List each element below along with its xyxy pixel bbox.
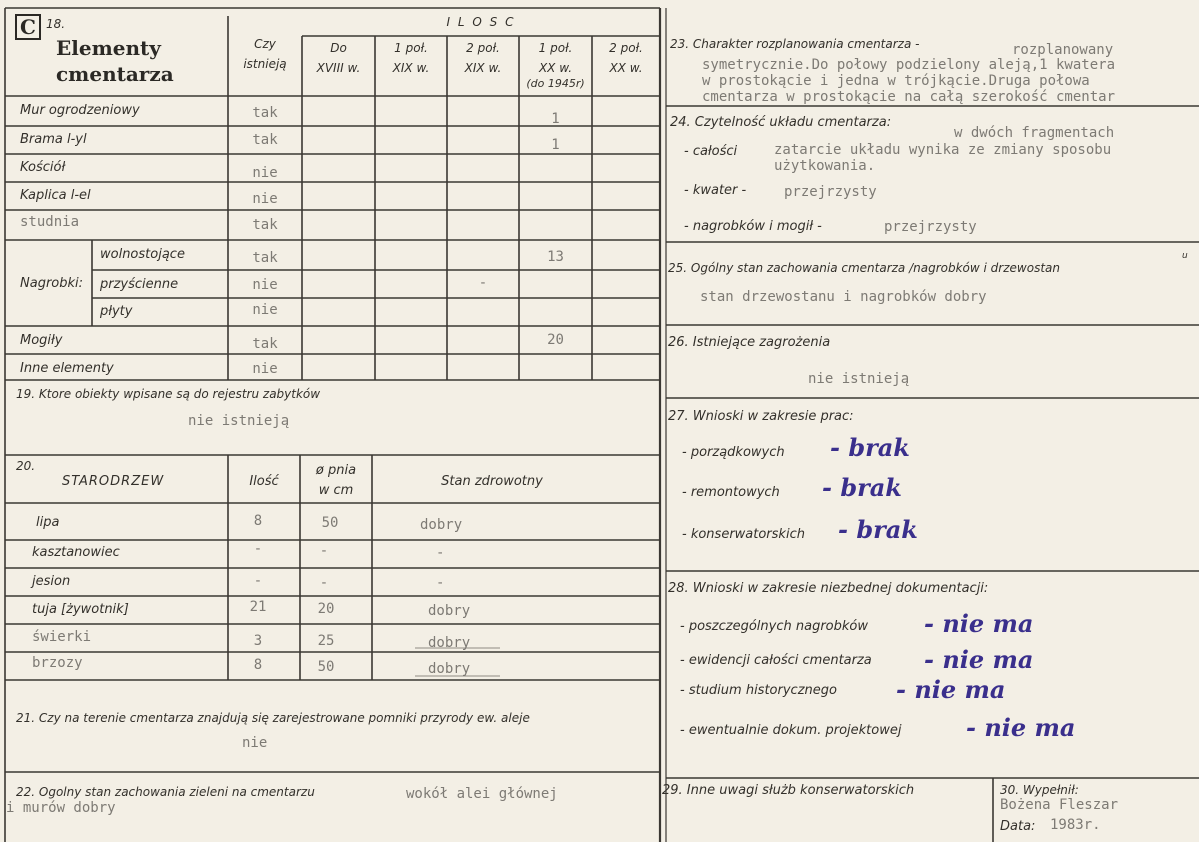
tree-qty: 8 (253, 657, 263, 673)
s28-item-answer: - nie ma (966, 713, 1076, 742)
s26-answer: nie istnieją (808, 371, 910, 387)
s27-label: 27. Wnioski w zakresie prac: (668, 409, 854, 424)
tree-name: brzozy (32, 655, 83, 671)
tree-name: lipa (36, 515, 60, 530)
s20-col-name: STARODRZEW (62, 474, 165, 489)
s22-answer-2: i murów dobry (6, 800, 116, 816)
s30-date: 1983r. (1050, 817, 1101, 833)
s29-label: 29. Inne uwagi służb konserwatorskich (662, 783, 915, 798)
s23-line: cmentarza w prostokącie na całą szerokość cmentar (702, 89, 1116, 105)
s30-date-label: Data: (1000, 819, 1036, 834)
s25-label: 25. Ogólny stan zachowania cmentarza /nagrobków i drzewostan (668, 261, 1060, 275)
header-czy: Czy (254, 37, 276, 51)
element-label: wolnostojące (100, 247, 185, 262)
tree-qty: - (253, 573, 263, 589)
element-label: płyty (100, 304, 133, 319)
s24-nagrobkow-label: - nagrobków i mogił - (684, 219, 822, 234)
s23-line: symetrycznie.Do połowy podzielony aleją,1 kwatera (702, 57, 1116, 73)
header-ilosc: I L O S C (446, 15, 516, 29)
s24-calosci-label: - całości (684, 144, 738, 159)
col-header-line1: 1 poł. (538, 41, 573, 55)
tree-qty: 21 (249, 599, 267, 615)
col-header-line2: XIX w. (392, 61, 430, 75)
s22-label: 22. Ogolny stan zachowania zieleni na cmentarzu (16, 785, 315, 799)
tree-qty: 8 (253, 513, 263, 529)
s28-item-answer: - nie ma (896, 675, 1006, 704)
section-letter-box: C (15, 14, 41, 40)
s21-answer: nie (242, 735, 268, 751)
s24-nagrobkow-answer: przejrzysty (884, 219, 977, 235)
col-header-line2: XX w. (538, 61, 573, 75)
element-exists: tak (252, 105, 278, 121)
tree-diam: 25 (317, 633, 335, 649)
element-label: studnia (20, 214, 80, 230)
element-exists: nie (252, 302, 278, 318)
element-exists: nie (252, 277, 278, 293)
element-label: Brama l-yl (20, 132, 87, 147)
s21-label: 21. Czy na terenie cmentarza znajdują się zarejestrowane pomniki przyrody ew. aleje (16, 711, 530, 725)
s27-item-answer: - brak (830, 433, 910, 462)
element-exists: tak (252, 217, 278, 233)
element-exists: tak (252, 336, 278, 352)
header-istnieja: istnieją (243, 57, 287, 71)
col-header-line3: (do 1945r) (526, 77, 585, 90)
tree-name: świerki (32, 629, 92, 645)
s20-number: 20. (16, 459, 36, 473)
element-exists: tak (252, 132, 278, 148)
s30-name: Bożena Fleszar (1000, 797, 1119, 813)
tree-name: jesion (32, 574, 71, 589)
col-header-line1: 2 poł. (609, 41, 643, 55)
element-exists: nie (252, 361, 278, 377)
s20-col-diam-2: w cm (318, 483, 354, 498)
tree-state: - (436, 575, 445, 591)
s28-item-answer: - nie ma (924, 609, 1034, 638)
section-title-line1: Elementy (56, 36, 161, 60)
element-label: przyścienne (100, 277, 179, 292)
col-header-line2: XVIII w. (316, 61, 361, 75)
tree-diam: - (319, 543, 329, 559)
col-header-line1: 1 poł. (394, 41, 428, 55)
s19-answer: nie istnieją (188, 413, 290, 429)
element-label: Kaplica l-el (20, 188, 91, 203)
element-label: Inne elementy (20, 361, 114, 376)
s24-answer-1: w dwóch fragmentach (954, 125, 1115, 141)
element-qty: - (478, 275, 488, 291)
col-header-line1: Do (330, 41, 347, 55)
element-label: Mogiły (20, 333, 63, 348)
tree-diam: 20 (317, 601, 335, 617)
element-qty: 1 (551, 111, 560, 127)
element-qty: 13 (547, 249, 564, 265)
s27-item-answer: - brak (822, 473, 902, 502)
tree-state: - (436, 545, 445, 561)
tree-state: dobry (428, 603, 471, 619)
tree-state: dobry (428, 635, 471, 651)
s24-label: 24. Czytelność układu cmentarza: (670, 115, 892, 130)
tree-diam: 50 (321, 515, 339, 531)
tree-name: tuja [żywotnik] (32, 602, 129, 617)
s28-label: 28. Wnioski w zakresie niezbednej dokumentacji: (668, 581, 989, 596)
s28-item-label: - ewidencji całości cmentarza (680, 653, 872, 668)
s24-answer-3: użytkowania. (774, 158, 876, 174)
s23-line: rozplanowany (1012, 42, 1114, 58)
s28-item-label: - studium historycznego (680, 683, 837, 698)
s19-label: 19. Ktore obiekty wpisane są do rejestru zabytków (16, 387, 321, 401)
s25-mark: u (1182, 251, 1188, 261)
tree-state: dobry (428, 661, 471, 677)
element-qty: 20 (547, 332, 564, 348)
s20-col-state: Stan zdrowotny (441, 474, 543, 489)
element-exists: nie (252, 191, 278, 207)
s20-col-diam-1: ø pnia (315, 463, 357, 478)
col-header-line1: 2 poł. (466, 41, 500, 55)
tree-state: dobry (420, 517, 463, 533)
section-title-line2: cmentarza (56, 62, 174, 86)
tree-diam: - (319, 575, 329, 591)
s24-kwater-label: - kwater - (684, 183, 747, 198)
s24-kwater-answer: przejrzysty (784, 184, 877, 200)
s27-item-label: - konserwatorskich (682, 527, 805, 542)
s26-label: 26. Istniejące zagrożenia (668, 335, 831, 350)
s28-item-label: - ewentualnie dokum. projektowej (680, 723, 902, 738)
s20-col-qty: Ilość (249, 474, 279, 489)
s28-item-answer: - nie ma (924, 645, 1034, 674)
element-exists: nie (252, 165, 278, 181)
s27-item-label: - remontowych (682, 485, 780, 500)
section-number: 18. (46, 17, 66, 31)
s23-line: w prostokącie i jedna w trójkącie.Druga połowa (702, 73, 1090, 89)
element-label: Kościół (20, 160, 66, 175)
nagrobki-group-label: Nagrobki: (20, 276, 84, 291)
s30-label: 30. Wypełnił: (1000, 783, 1079, 797)
s28-item-label: - poszczególnych nagrobków (680, 619, 868, 634)
col-header-line2: XIX w. (464, 61, 502, 75)
col-header-line2: XX w. (609, 61, 643, 75)
tree-name: kasztanowiec (32, 545, 120, 560)
element-qty: 1 (551, 137, 560, 153)
element-label: Mur ogrodzeniowy (20, 103, 140, 118)
tree-qty: 3 (253, 633, 263, 649)
s25-answer: stan drzewostanu i nagrobków dobry (700, 289, 987, 305)
s22-answer-1: wokół alei głównej (406, 786, 558, 802)
s24-answer-2: zatarcie układu wynika ze zmiany sposobu (774, 142, 1112, 158)
tree-diam: 50 (317, 659, 335, 675)
s27-item-label: - porządkowych (682, 445, 785, 460)
tree-qty: - (253, 541, 263, 557)
s27-item-answer: - brak (838, 515, 918, 544)
element-exists: tak (252, 250, 278, 266)
s23-label: 23. Charakter rozplanowania cmentarza - (670, 37, 920, 51)
